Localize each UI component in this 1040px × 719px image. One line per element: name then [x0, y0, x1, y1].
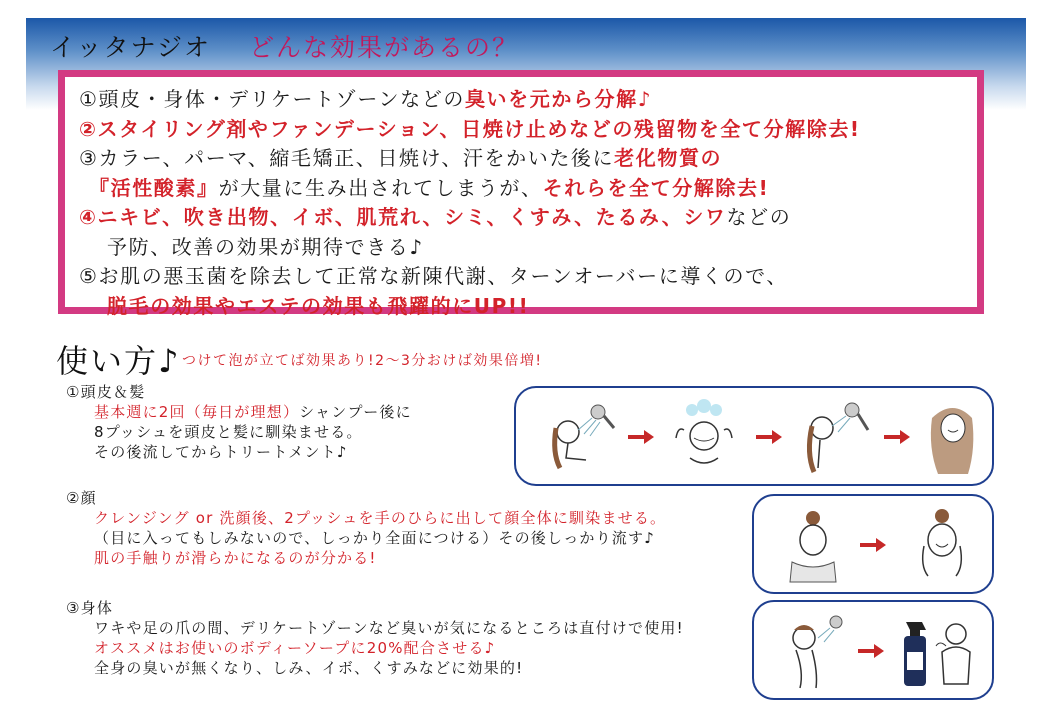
- scalp-illustration-panel: [514, 386, 994, 486]
- effect-1-highlight: 臭いを元から分解♪: [464, 87, 653, 111]
- face-illustration-panel: [752, 494, 994, 594]
- section-body-line-2: オススメはお使いのボディーソープに20%配合させる♪: [94, 639, 496, 657]
- smooth-face-illustration: [902, 506, 982, 586]
- section-body-heading: ③身体: [66, 599, 114, 617]
- effect-line-5a: [79, 262, 963, 292]
- section-scalp-line-1b: シャンプー後に: [299, 403, 412, 421]
- body-shower-illustration: [774, 612, 850, 692]
- effect-5-text: ⑤お肌の悪玉菌を除去して正常な新陳代謝、ターンオーバーに導くので、: [79, 264, 788, 288]
- section-face-line-3: 肌の手触りが滑らかになるのが分かる!: [94, 549, 377, 567]
- arrow-icon: [884, 430, 910, 444]
- effect-line-2: [79, 115, 963, 145]
- face-wash-illustration: [778, 506, 848, 586]
- effect-3b-highlight-1: 『活性酸素』: [89, 175, 219, 200]
- page-title: [50, 28, 519, 64]
- section-scalp-highlight: 基本週に2回（毎日が理想）: [94, 403, 300, 421]
- arrow-icon: [858, 644, 884, 658]
- section-face: [66, 488, 666, 568]
- body-illustration-panel: [752, 600, 994, 700]
- effect-4b-text: 予防、改善の効果が期待できる♪: [107, 234, 424, 259]
- effect-4-suffix: などの: [726, 205, 792, 229]
- shower-rinse-illustration: [538, 398, 618, 478]
- section-body-line-3: 全身の臭いが無くなり、しみ、イボ、くすみなどに効果的!: [94, 659, 524, 677]
- effect-3-highlight: 老化物質の: [614, 146, 723, 170]
- effect-5b-highlight: 脱毛の効果やエステの効果も飛躍的にUP!!: [107, 293, 530, 318]
- section-scalp-heading: ①頭皮＆髪: [66, 383, 146, 401]
- usage-subtitle: つけて泡が立てば効果あり!2〜3分おけば効果倍増!: [182, 353, 543, 369]
- section-face-line-1: クレンジング or 洗顔後、2プッシュを手のひらに出して顔全体に馴染ませる。: [94, 509, 667, 527]
- effect-3b-highlight-2: それらを全て分解除去!: [542, 175, 770, 200]
- effect-2-highlight: ②スタイリング剤やファンデーション、日焼け止めなどの残留物を全て分解除去!: [79, 116, 861, 141]
- section-scalp-line-1: [66, 402, 412, 422]
- effects-box: [58, 70, 984, 318]
- section-face-heading: ②顔: [66, 489, 97, 507]
- effect-line-5b: [79, 292, 963, 322]
- arrow-icon: [756, 430, 782, 444]
- shower-rinse-illustration-2: [794, 398, 874, 478]
- finished-hair-illustration: [918, 398, 988, 478]
- effect-line-3a: [79, 144, 963, 174]
- usage-title: 使い方♪: [56, 342, 181, 380]
- section-face-line-2: （目に入ってもしみないので、しっかり全面につける）その後しっかり流す♪: [94, 529, 655, 547]
- effect-1-text: ①頭皮・身体・デリケートゾーンなどの: [79, 87, 465, 111]
- effect-question: どんな効果があるの？: [249, 33, 520, 62]
- effect-line-4a: [79, 203, 963, 233]
- section-scalp-line-3: その後流してからトリートメント♪: [94, 443, 348, 461]
- arrow-icon: [860, 538, 886, 552]
- section-scalp: [66, 382, 412, 462]
- section-scalp-line-2: 8プッシュを頭皮と髪に馴染ませる。: [94, 423, 363, 441]
- effect-line-1: [79, 85, 963, 115]
- effect-line-4b: [79, 233, 963, 263]
- spray-bottle-illustration: [896, 612, 982, 692]
- arrow-icon: [628, 430, 654, 444]
- brand-name: イッタナジオ: [50, 33, 212, 62]
- effect-4-highlight: ④ニキビ、吹き出物、イボ、肌荒れ、シミ、くすみ、たるみ、シワ: [79, 205, 727, 229]
- effect-3b-text: が大量に生み出されてしまうが、: [218, 175, 543, 200]
- scalp-massage-illustration: [664, 398, 744, 478]
- effect-3-text: ③カラー、パーマ、縮毛矯正、日焼け、汗をかいた後に: [79, 146, 615, 170]
- effect-line-3b: [79, 174, 963, 204]
- section-body-line-1: ワキや足の爪の間、デリケートゾーンなど臭いが気になるところは直付けで使用!: [94, 619, 684, 637]
- section-body: [66, 598, 684, 678]
